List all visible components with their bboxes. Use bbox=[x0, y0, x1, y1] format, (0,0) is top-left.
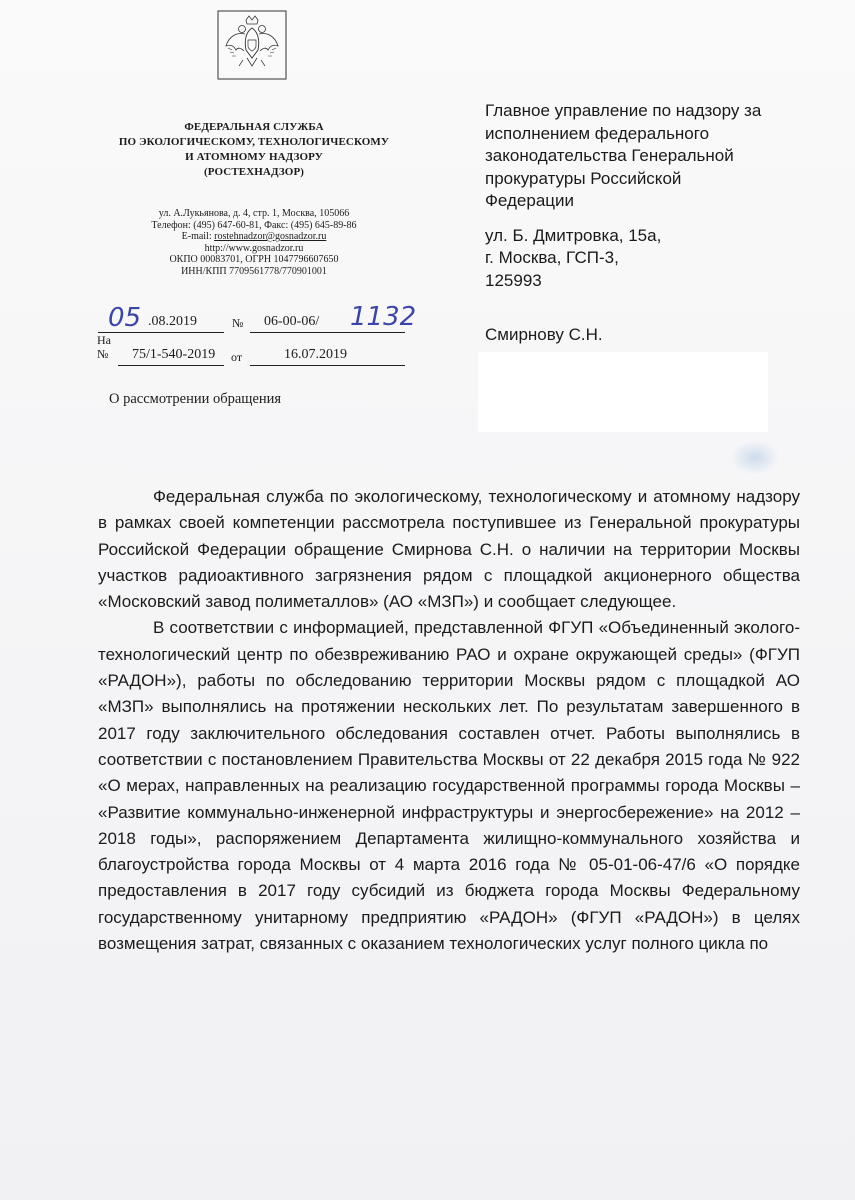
org-email-row bbox=[96, 231, 412, 243]
addressee-city: г. Москва, ГСП-3, bbox=[485, 248, 619, 267]
org-inn: ИНН/КПП 7709561778/770901001 bbox=[181, 265, 327, 277]
outgoing-no-label: № bbox=[232, 316, 244, 330]
body-paragraph-1: Федеральная служба по экологическому, технологическому и атомному надзору в рамках своей компетенции рассмотрела поступившее из Генеральной прокуратуры Российской Федерации обращение Смирнова С.Н. о наличии на территории Москвы участков радиоактивного загрязнения рядом с площадкой акционерного общества «Московский завод полиметаллов» (АО «МЗП») и сообщает следующее. bbox=[98, 487, 800, 612]
ref-from-label: от bbox=[231, 350, 243, 364]
org-codes: ОКПО 00083701, ОГРН 1047796607650 bbox=[169, 254, 339, 265]
letter-subject: О рассмотрении обращения bbox=[109, 391, 282, 407]
addressee-line-2: исполнением федерального bbox=[485, 123, 710, 143]
org-line-4: (РОСТЕХНАДЗОР) bbox=[203, 166, 305, 178]
body-paragraph-2: В соответствии с информацией, представленной ФГУП «Объединенный эколого-технологический центр по обезвреживанию РАО и охране окружающей среды» (ФГУП «РАДОН»), работы по обследованию территории Москвы рядом с площадкой АО «МЗП» выполнялись на протяжении нескольких лет. По результатам завершенного в 2017 году заключительного обследования составлен отчет. Работы выполнялись в соответствии с постановлением Правительства Москвы от 22 декабря 2015 года № 922 «О мерах, направленных на реализацию государственной программы города Москвы – «Развитие коммунально-инженерной инфраструктуры и энергосбережение» на 2012 – 2018 годы», распоряжением Департамента жилищно-коммунального хозяйства и благоустройства города Москвы от 4 марта 2016 года № 05-01-06-47/6 «О порядке предоставления в 2017 году субсидий из бюджета города Москвы Федеральному государственному унитарному предприятию «РАДОН» (ФГУП «РАДОН») в целях возмещения затрат, связанных с оказанием технологических услуг полного цикла по bbox=[98, 618, 800, 954]
coat-of-arms-emblem bbox=[217, 10, 287, 80]
date-underline bbox=[98, 332, 224, 333]
addressee-recipient: Смирнову С.Н. bbox=[485, 325, 603, 344]
letterhead-contacts bbox=[96, 208, 412, 277]
addressee-zip: 125993 bbox=[485, 270, 542, 290]
ink-stain bbox=[730, 440, 780, 475]
ref-number: 75/1-540-2019 bbox=[132, 347, 216, 362]
org-line-1: ФЕДЕРАЛЬНАЯ СЛУЖБА bbox=[184, 121, 324, 133]
ref-number-underline bbox=[118, 365, 224, 366]
number-underline bbox=[250, 332, 405, 333]
org-address: ул. А.Лукьянова, д. 4, стр. 1, Москва, 105066 bbox=[158, 208, 350, 219]
addressee-line-1: Главное управление по надзору за bbox=[485, 101, 762, 120]
outgoing-number: 06-00-06/ bbox=[264, 314, 320, 329]
org-email-label: E-mail: bbox=[181, 231, 215, 242]
addressee-line-5: Федерации bbox=[485, 191, 575, 210]
ref-label-no: № bbox=[97, 347, 109, 361]
org-phone: Телефон: (495) 647-60-81, Факс: (495) 645-89-86 bbox=[151, 219, 357, 231]
letterhead-org-name bbox=[96, 120, 412, 180]
ref-date: 16.07.2019 bbox=[284, 347, 347, 362]
addressee-line-4: прокуратуры Российской bbox=[485, 168, 682, 188]
ref-date-underline bbox=[250, 365, 405, 366]
handwritten-number: 1132 bbox=[350, 302, 417, 332]
org-website[interactable]: http://www.gosnadzor.ru bbox=[204, 242, 304, 254]
org-line-3: И АТОМНОМУ НАДЗОРУ bbox=[185, 151, 323, 163]
addressee-line-3: законодательства Генеральной bbox=[485, 146, 734, 165]
org-line-2: ПО ЭКОЛОГИЧЕСКОМУ, ТЕХНОЛОГИЧЕСКОМУ bbox=[118, 136, 390, 148]
org-email[interactable]: rostehnadzor@gosnadzor.ru bbox=[214, 231, 327, 242]
addressee-block bbox=[485, 100, 805, 292]
handwritten-date-day: 05 bbox=[108, 303, 142, 333]
redacted-area bbox=[478, 352, 768, 432]
letter-body bbox=[98, 484, 800, 957]
addressee-street: ул. Б. Дмитровка, 15а, bbox=[485, 225, 662, 245]
ref-label-na: На bbox=[97, 333, 111, 347]
outgoing-date: .08.2019 bbox=[148, 314, 197, 329]
